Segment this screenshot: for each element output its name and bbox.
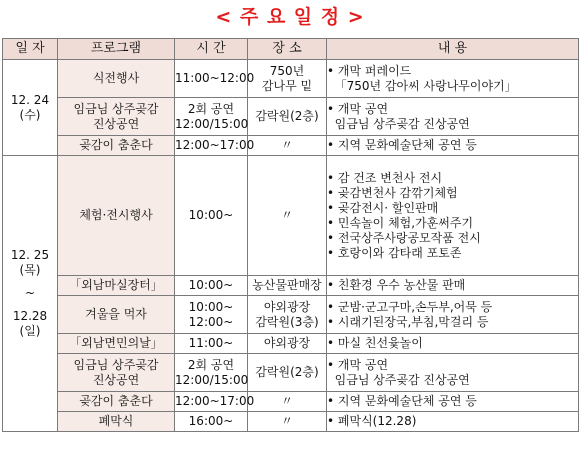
cell-text: 〃 (280, 414, 293, 428)
date-text: 12. 25 (10, 248, 50, 262)
cell-text: 감락원(2층) (255, 365, 319, 379)
cell-text: • 민속놀이 체험,가훈써주기 (327, 215, 474, 230)
table-row (3, 412, 579, 432)
place-cell (248, 136, 327, 156)
cell-text: • 지역 문화예술단체 공연 등 (327, 394, 477, 408)
program-cell (58, 276, 175, 296)
cell-text: 12:00~17:00 (175, 138, 255, 152)
header-row (3, 39, 579, 60)
detail-cell (327, 98, 579, 136)
date-range-sep: ~ (24, 286, 36, 300)
time-cell (175, 412, 248, 432)
table-row (3, 156, 579, 276)
place-cell (248, 334, 327, 354)
cell-text: 진상공연 (92, 372, 140, 387)
header-content: 내 용 (327, 39, 579, 60)
place-cell (248, 412, 327, 432)
cell-text: 「외남마실장터」 (69, 278, 163, 292)
cell-text: • 개막 퍼레이드 (327, 63, 412, 78)
time-cell (175, 296, 248, 334)
detail-cell (327, 392, 579, 412)
cell-text: • 감 건조 변천사 전시 (327, 170, 443, 185)
cell-text: 12:00/15:00 (175, 372, 249, 387)
cell-text: 식전행사 (92, 71, 140, 85)
detail-cell (327, 276, 579, 296)
cell-text: 겨울을 먹자 (85, 307, 147, 321)
time-cell (175, 334, 248, 354)
cell-text: • 폐막식(12.28) (327, 414, 417, 428)
header-time: 시 간 (175, 39, 248, 60)
table-row (3, 98, 579, 136)
date-cell (3, 60, 58, 156)
cell-text: • 개막 공연 (327, 357, 389, 372)
cell-text: 〃 (280, 394, 293, 408)
place-cell (248, 296, 327, 334)
time-cell (175, 60, 255, 98)
place-cell (248, 392, 327, 412)
cell-text: • 시래기된장국,부침,막걸리 등 (327, 314, 489, 329)
header-place: 장 소 (248, 39, 327, 60)
cell-text: 16:00~ (188, 414, 234, 428)
cell-text: 감나무 밑 (261, 78, 313, 93)
cell-text: 감락원(2층) (255, 109, 319, 123)
cell-text: • 곶감변천사 감깎기체험 (327, 185, 458, 200)
cell-text: 야외광장 (263, 336, 311, 350)
cell-text: 2회 공연 (187, 101, 235, 116)
cell-text: 농산물판매장 (252, 278, 322, 292)
cell-text: 10:00~ (188, 299, 234, 314)
time-cell (175, 276, 248, 296)
detail-cell (327, 296, 579, 334)
cell-text: 〃 (280, 138, 293, 152)
time-cell (175, 156, 248, 276)
cell-text: 12:00/15:00 (175, 116, 249, 131)
table-row (3, 392, 579, 412)
table-row (3, 276, 579, 296)
cell-text: • 곶감전시· 할인판매 (327, 200, 439, 215)
weekday-text: (일) (19, 324, 41, 338)
cell-text: 「외남면민의날」 (69, 336, 163, 350)
cell-text: 10:00~ (188, 278, 234, 292)
cell-text: 곶감이 춤춘다 (79, 138, 153, 152)
cell-text: • 개막 공연 (327, 101, 389, 116)
weekday-text: (수) (19, 107, 41, 122)
cell-text: 임금님 상주곶감 진상공연 (327, 372, 470, 387)
program-cell (58, 98, 175, 136)
place-cell (248, 354, 327, 392)
detail-cell (327, 412, 579, 432)
table-row (3, 296, 579, 334)
cell-text: 12:00~17:00 (175, 394, 255, 408)
cell-text: • 호랑이와 감타래 포토존 (327, 245, 462, 260)
program-cell (58, 334, 175, 354)
weekday-text: (목) (19, 263, 41, 277)
cell-text: 750년 (269, 63, 305, 78)
cell-text: 11:00~12:00 (175, 71, 255, 85)
cell-text: 〃 (280, 208, 293, 222)
detail-cell (327, 156, 579, 276)
cell-text: 체험·전시행사 (79, 208, 153, 222)
detail-cell (327, 60, 579, 98)
cell-text: • 친환경 우수 농산물 판매 (327, 278, 466, 292)
header-date: 일 자 (3, 39, 58, 60)
cell-text: 진상공연 (92, 116, 140, 131)
cell-text: 「750년 감아씨 사랑나무이야기」 (327, 78, 517, 93)
place-cell (248, 98, 327, 136)
time-cell (175, 98, 248, 136)
place-cell (248, 60, 327, 98)
cell-text: • 전국상주사랑공모작품 전시 (327, 230, 481, 245)
time-cell (175, 354, 248, 392)
date-text: 12. 24 (10, 92, 50, 107)
time-cell (175, 136, 255, 156)
page-title: < 주 요 일 정 > (215, 6, 365, 28)
program-cell (58, 296, 175, 334)
cell-text: 곶감이 춤춘다 (79, 394, 153, 408)
program-cell (58, 354, 175, 392)
program-cell (58, 156, 175, 276)
time-cell (175, 392, 255, 412)
cell-text: 11:00~ (188, 336, 234, 350)
program-cell (58, 412, 175, 432)
detail-cell (327, 354, 579, 392)
table-row (3, 60, 579, 98)
table-row (3, 354, 579, 392)
cell-text: 12:00~ (188, 314, 234, 329)
cell-text: 감락원(3층) (255, 314, 319, 329)
schedule-table (2, 38, 579, 432)
cell-text: • 마실 친선윷놀이 (327, 336, 423, 350)
cell-text: 야외광장 (263, 299, 311, 314)
detail-cell (327, 136, 579, 156)
place-cell (248, 156, 327, 276)
date-cell (3, 156, 58, 432)
header-program: 프로그램 (58, 39, 175, 60)
cell-text: 10:00~ (188, 208, 234, 222)
table-row (3, 334, 579, 354)
cell-text: 폐막식 (98, 414, 134, 428)
table-row (3, 136, 579, 156)
cell-text: 임금님 상주곶감 (73, 101, 159, 116)
program-cell (58, 60, 175, 98)
detail-cell (327, 334, 579, 354)
cell-text: 2회 공연 (187, 357, 235, 372)
program-cell (58, 392, 175, 412)
date-text: 12.28 (12, 309, 48, 323)
cell-text: • 군밤·군고구마,손두부,어묵 등 (327, 299, 493, 314)
cell-text: 임금님 상주곶감 진상공연 (327, 116, 470, 131)
cell-text: • 지역 문화예술단체 공연 등 (327, 138, 477, 152)
program-cell (58, 136, 175, 156)
cell-text: 임금님 상주곶감 (73, 357, 159, 372)
place-cell (248, 276, 327, 296)
